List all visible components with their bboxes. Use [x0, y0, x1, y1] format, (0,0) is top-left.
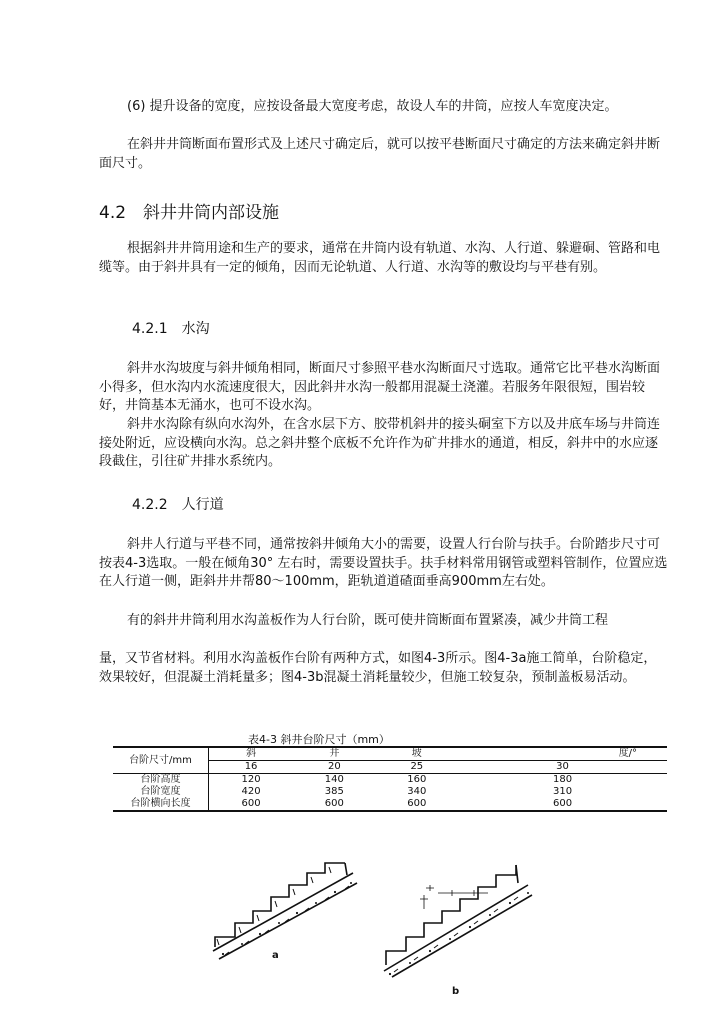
table-angle-header: 30: [458, 761, 667, 774]
table-group-char: 井: [293, 747, 375, 761]
table-cell: 385: [324, 786, 344, 797]
table-row-label: 台阶高度: [113, 774, 209, 787]
table-cell: 310: [552, 786, 573, 797]
paragraph-hoist-width: (6) 提升设备的宽度，应按设备最大宽度考虑，故设人车的井筒，应按人车宽度决定。: [127, 99, 618, 114]
paragraph-cross-ditch: 斜井水沟除有纵向水沟外，在含水层下方、胶带机斜井的接头硐室下方以及井底车场与井筒连接处附近，应设横向水沟。总之斜井整个底板不允许作为矿井排水的通道，相反，斜井中的水应逐段截住，引往矿井排水系统内。: [99, 417, 661, 469]
table-cell: 600: [209, 798, 294, 811]
figure-b-label: b: [452, 986, 460, 997]
paragraph-walkway: 斜井人行道与平巷不同，通常按斜井倾角大小的需要，设置人行台阶与扶手。台阶踏步尺寸可按表4-3选取。一般在倾角30° 左右时，需要设置扶手。扶手材料常用钢管或塑料管制作，位置应选在人行道一侧，距斜井井帮80～100mm，距轨道道碴面垂高900mm左右处。: [99, 537, 668, 589]
table-cell: 180: [552, 774, 573, 785]
table-cell: 600: [458, 798, 667, 811]
table-caption: 表4-3 斜井台阶尺寸（mm）: [248, 733, 390, 746]
figure-b-drawing: [378, 855, 538, 980]
table-group-char: 斜: [209, 747, 294, 761]
table-row-label: 台阶横向长度: [113, 798, 209, 811]
paragraph-section-size: 在斜井井筒断面布置形式及上述尺寸确定后，就可以按平巷断面尺寸确定的方法来确定斜井断面尺寸。: [99, 137, 661, 171]
table-row-label: 台阶宽度: [113, 786, 209, 798]
table-cell: 140: [324, 774, 344, 785]
table-cell: 340: [407, 786, 427, 797]
paragraph-cover-steps: 有的斜井井筒利用水沟盖板作为人行台阶，既可使井筒断面布置紧凑，减少井筒工程: [127, 613, 609, 628]
table-angle-header: 20: [293, 761, 375, 774]
heading-4-2-2: 4.2.2 人行道: [132, 497, 224, 513]
table-angle-header: 16: [209, 761, 294, 774]
table-cell: 600: [376, 798, 458, 811]
table-row-header: 台阶尺寸/mm: [113, 747, 209, 774]
table-cell: 420: [241, 786, 261, 797]
paragraph-cover-methods: 量，又节省材料。利用水沟盖板作台阶有两种方式，如图4-3所示。图4-3a施工简单，台阶稳定，效果较好，但混凝土消耗量多；图4-3b混凝土消耗量较少，但施工较复杂，预制盖板易活动。: [99, 651, 657, 685]
table-row: [113, 798, 667, 811]
figure-a-label: a: [272, 950, 279, 961]
table-group-char: 度/°: [458, 747, 667, 761]
table-cell: 120: [241, 774, 261, 785]
table-cell: 160: [407, 774, 427, 785]
table-row: [113, 774, 667, 787]
step-size-table: [113, 746, 667, 812]
paragraph-facilities: 根据斜井井筒用途和生产的要求，通常在井筒内设有轨道、水沟、人行道、躲避硐、管路和电缆等。由于斜井具有一定的倾角，因而无论轨道、人行道、水沟等的敷设均与平巷有别。: [99, 241, 661, 275]
table-row: [113, 786, 667, 798]
table-group-char: 坡: [376, 747, 458, 761]
heading-4-2-1: 4.2.1 水沟: [132, 321, 210, 337]
heading-4-2: 4.2 斜井井筒内部设施: [99, 203, 280, 223]
figure-a-drawing: [205, 855, 360, 960]
table-angle-header: 25: [376, 761, 458, 774]
table-cell: 600: [293, 798, 375, 811]
paragraph-ditch-slope: 斜井水沟坡度与斜井倾角相同，断面尺寸参照平巷水沟断面尺寸选取。通常它比平巷水沟断面小得多，但水沟内水流速度很大，因此斜井水沟一般都用混凝土浇灌。若服务年限很短，围岩较好，井筒基本无涌水，也可不设水沟。: [99, 361, 661, 413]
